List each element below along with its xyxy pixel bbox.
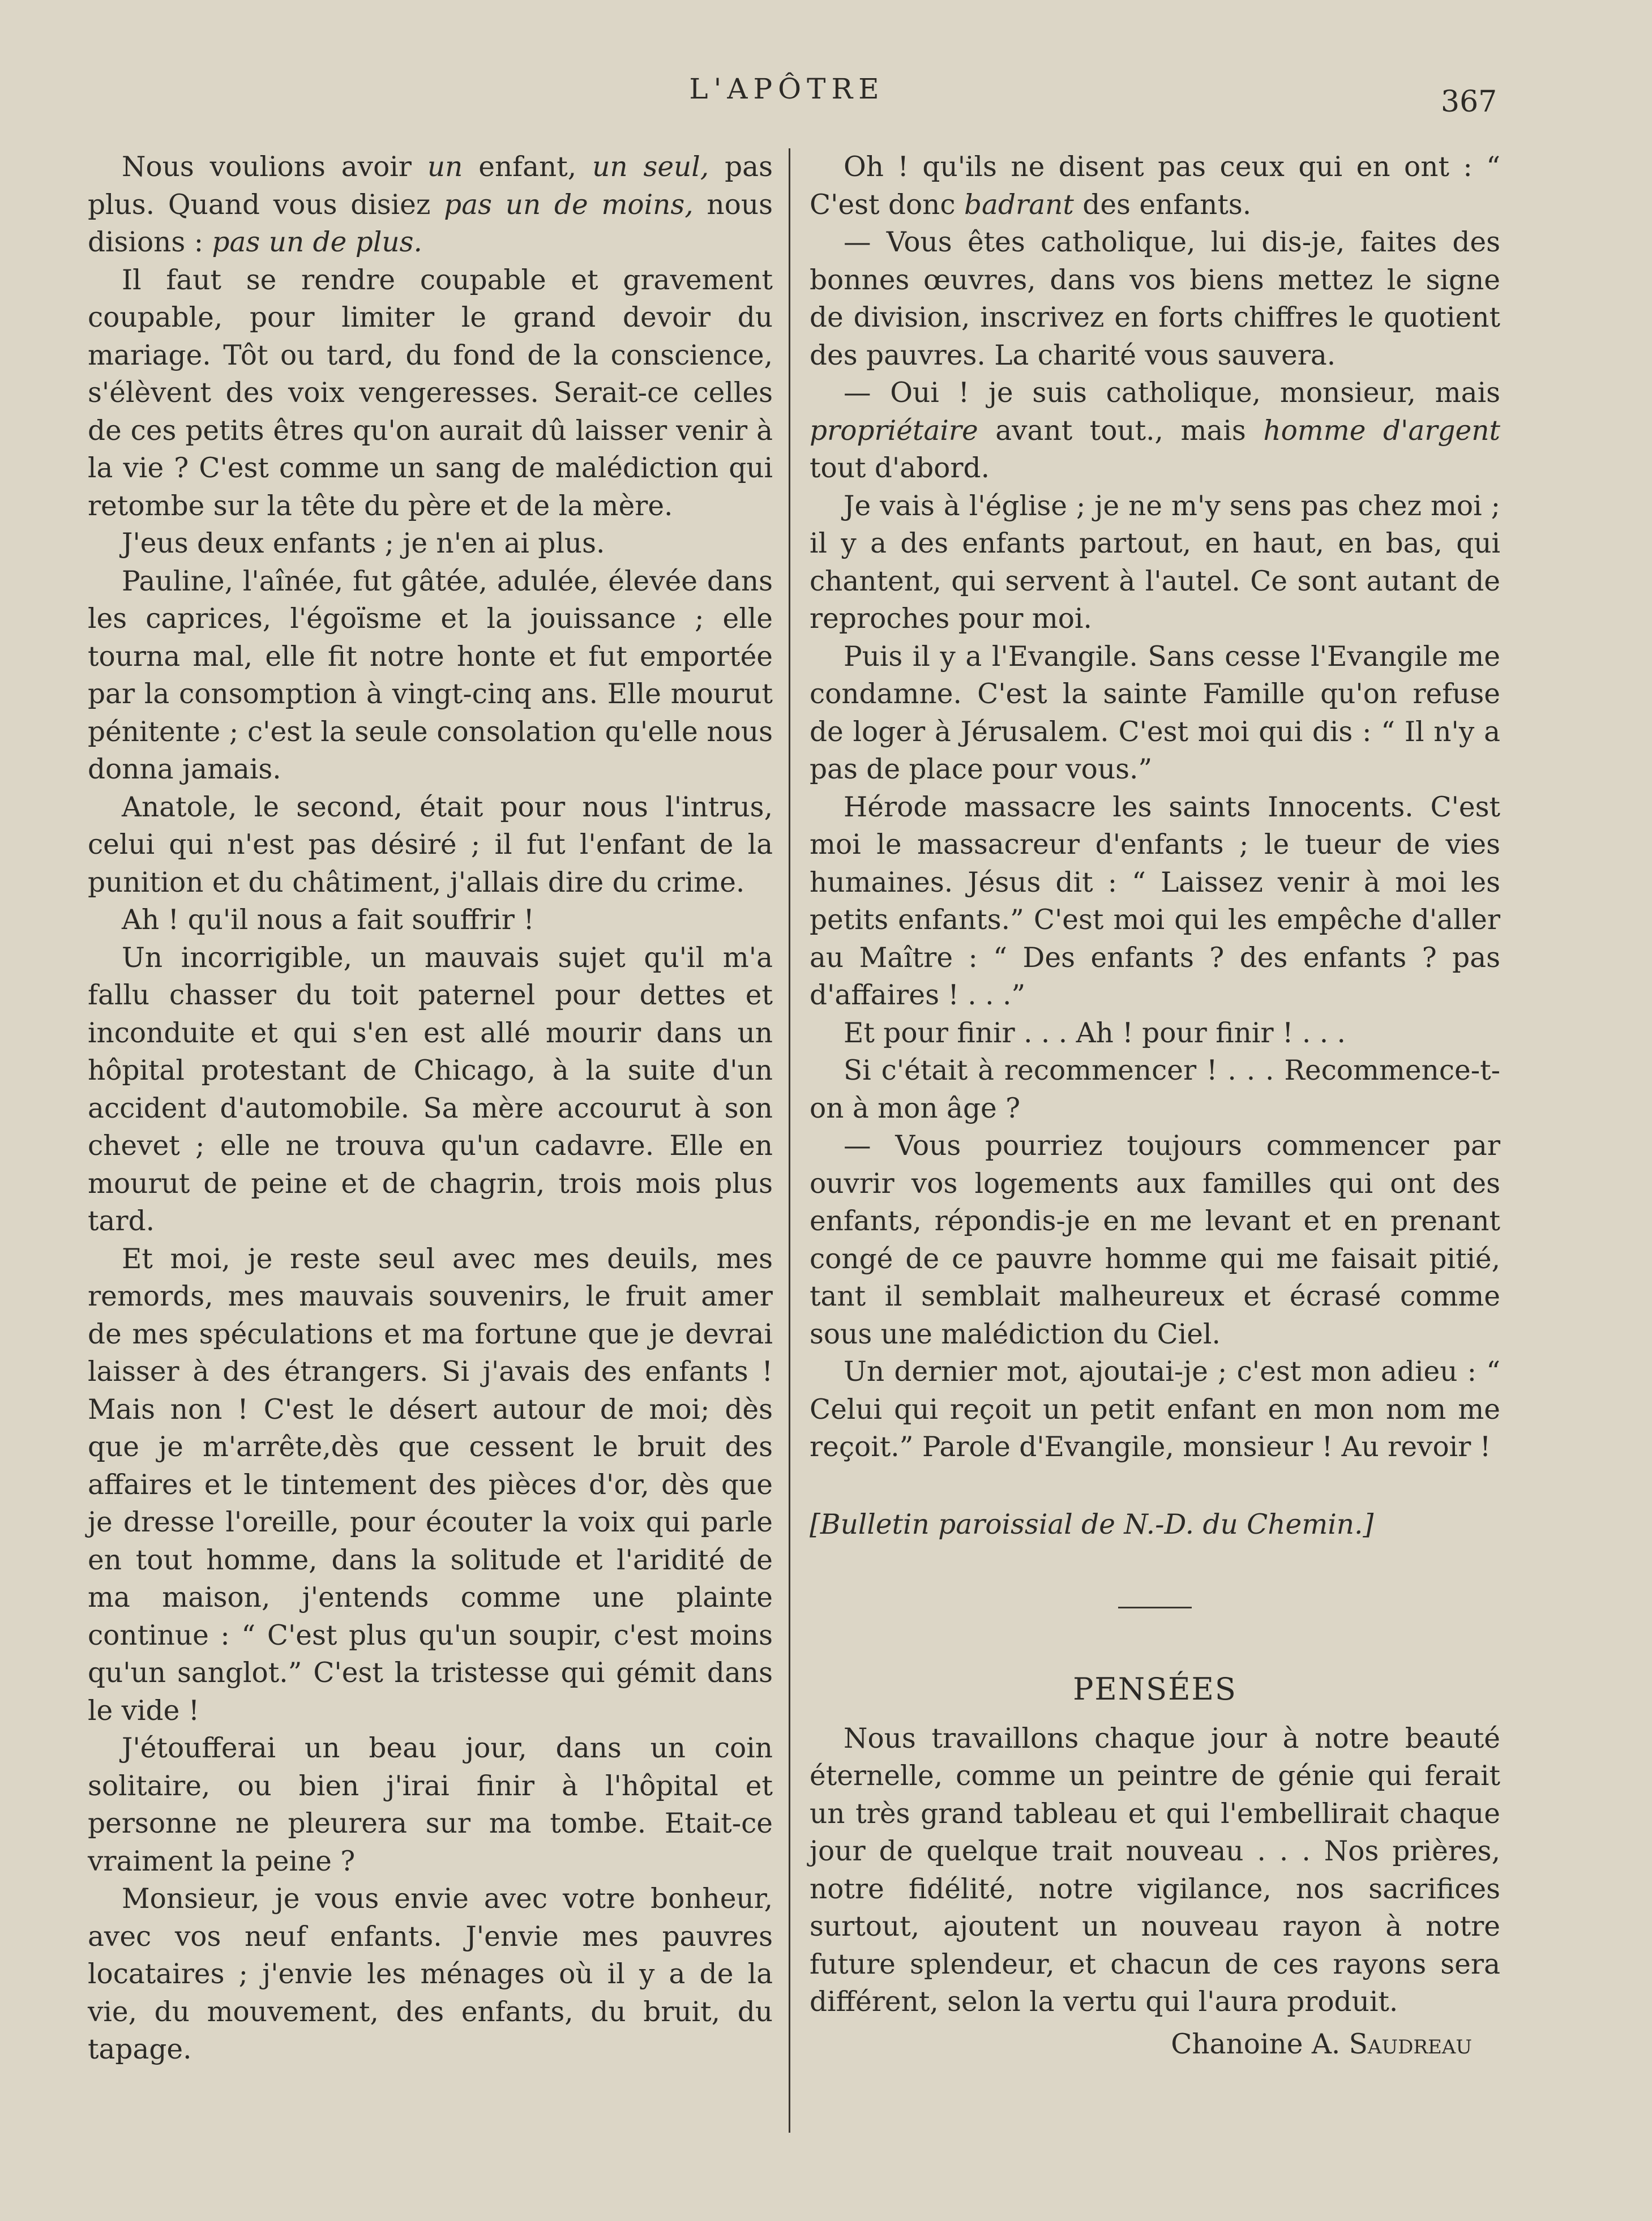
paragraph: — Vous pourriez toujours commencer par ouvrir vos logements aux familles qui ont des enfants, répondis-je en me levant et en prenant congé de ce pauvre homme qui me faisait pitié, tant il semblait malheureux et écrasé comme sous une malédiction du Ciel. <box>810 1130 1500 1350</box>
paragraph: Anatole, le second, était pour nous l'intrus, celui qui n'est pas désiré ; il fut l'enfant de la punition et du châtiment, j'allais dire du crime. <box>88 791 773 898</box>
left-column <box>88 148 773 2069</box>
paragraph: Pauline, l'aînée, fut gâtée, adulée, élevée dans les caprices, l'égoïsme et la jouissance ; elle tourna mal, elle fit notre honte et fut emportée par la consomption à vingt-cinq ans. Elle mourut pénitente ; c'est la seule consolation qu'elle nous donna jamais. <box>88 565 773 785</box>
paragraph: — Vous êtes catholique, lui dis-je, faites des bonnes œuvres, dans vos biens mettez le signe de division, inscrivez en forts chiffres le quotient des pauvres. La charité vous sauvera. <box>810 226 1500 371</box>
paragraph: Il faut se rendre coupable et gravement coupable, pour limiter le grand devoir du mariage. Tôt ou tard, du fond de la conscience, s'élèvent des voix vengeresses. Serait-ce celles de ces petits êtres qu'on aurait dû laisser venir à la vie ? C'est comme un sang de malédiction qui retombe sur la tête du père et de la mère. <box>88 264 773 522</box>
paragraph: — Oui ! je suis catholique, monsieur, mais propriétaire avant tout., mais homme d'argent tout d'abord. <box>810 377 1500 484</box>
paragraph: Je vais à l'église ; je ne m'y sens pas chez moi ; il y a des enfants partout, en haut, en bas, qui chantent, qui servent à l'autel. Ce sont autant de reproches pour moi. <box>810 490 1500 635</box>
paragraph: Ah ! qu'il nous a fait souffrir ! <box>122 904 534 936</box>
page-number: 367 <box>1441 85 1497 119</box>
running-title: L'APÔTRE <box>689 72 885 105</box>
column-divider <box>789 148 790 2133</box>
paragraph: Monsieur, je vous envie avec votre bonheur, avec vos neuf enfants. J'envie mes pauvres locataires ; j'envie les ménages où il y a de la vie, du mouvement, des enfants, du bruit, du tapage. <box>88 1883 773 2065</box>
right-column <box>810 148 1500 2063</box>
paragraph: Nous voulions avoir un enfant, un seul, pas plus. Quand vous disiez pas un de moins, nous disions : pas un de plus. <box>88 151 773 258</box>
paragraph: Un incorrigible, un mauvais sujet qu'il m'a fallu chasser du toit paternel pour dettes et inconduite et qui s'en est allé mourir dans un hôpital protestant de Chicago, à la suite d'un accident d'automobile. Sa mère accourut à son chevet ; elle ne trouva qu'un cadavre. Elle en mourut de peine et de chagrin, trois mois plus tard. <box>88 942 773 1237</box>
paragraph: Si c'était à recommencer ! . . . Recommence-t-on à mon âge ? <box>810 1055 1500 1124</box>
paragraph: Puis il y a l'Evangile. Sans cesse l'Evangile me condamne. C'est la sainte Famille qu'on refuse de loger à Jérusalem. C'est moi qui dis : “ Il n'y a pas de place pour vous.” <box>810 640 1500 785</box>
paragraph: Et moi, je reste seul avec mes deuils, mes remords, mes mauvais souvenirs, le fruit amer de mes spéculations et ma fortune que je devrai laisser à des étrangers. Si j'avais des enfants ! Mais non ! C'est le désert autour de moi; dès que je m'arrête,dès que cessent le bruit des affaires et le tintement des pièces d'or, dès que je dresse l'oreille, pour écouter la voix qui parle en tout homme, dans la solitude et l'aridité de ma maison, j'entends comme une plainte continue : “ C'est plus qu'un soupir, c'est moins qu'un sanglot.” C'est la tristesse qui gémit dans le vide ! <box>88 1243 773 1727</box>
paragraph: Oh ! qu'ils ne disent pas ceux qui en ont : “ C'est donc badrant des enfants. <box>810 151 1500 221</box>
signature: Chanoine A. Saudreau <box>1171 2028 1472 2060</box>
paragraph: Un dernier mot, ajoutai-je ; c'est mon adieu : “ Celui qui reçoit un petit enfant en mon nom me reçoit.” Parole d'Evangile, monsieur ! Au revoir ! <box>810 1356 1500 1463</box>
section-title: PENSÉES <box>1073 1671 1237 1707</box>
paragraph: Et pour finir . . . Ah ! pour finir ! . . . <box>844 1017 1346 1049</box>
section-divider <box>1118 1607 1192 1608</box>
paragraph: Hérode massacre les saints Innocents. C'est moi le massacreur d'enfants ; le tueur de vies humaines. Jésus dit : “ Laissez venir à moi les petits enfants.” C'est moi qui les empêche d'aller au Maître : “ Des enfants ? des enfants ? pas d'affaires ! . . .” <box>810 791 1500 1011</box>
paragraph: J'eus deux enfants ; je n'en ai plus. <box>122 528 605 559</box>
pensees-paragraph: Nous travaillons chaque jour à notre beauté éternelle, comme un peintre de génie qui ferait un très grand tableau et qui l'embellirait chaque jour de quelque trait nouveau . . . Nos prières, notre fidélité, notre vigilance, nos sacrifices surtout, ajoutent un nouveau rayon à notre future splendeur, et chacun de ces rayons sera différent, selon la vertu qui l'aura produit. <box>810 1722 1500 2018</box>
paragraph: J'étoufferai un beau jour, dans un coin solitaire, ou bien j'irai finir à l'hôpital et personne ne pleurera sur ma tombe. Etait-ce vraiment la peine ? <box>88 1732 773 1877</box>
source-citation: [Bulletin paroissial de N.-D. du Chemin.] <box>810 1508 1374 1540</box>
